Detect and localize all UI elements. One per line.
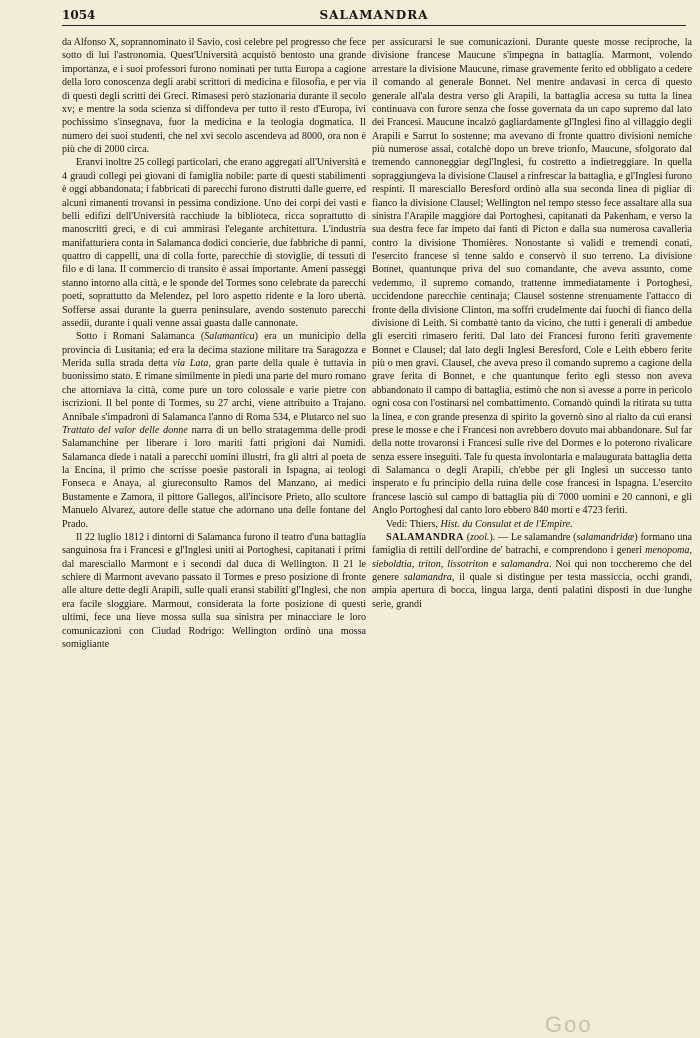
entry-title: SALAMANDRA <box>386 531 464 543</box>
italic-term: via Lata <box>172 358 209 369</box>
paragraph: per assicurarsi le sue comunicazioni. Durante queste mosse reciproche, la divisione francese Maucune s'impegna in battaglia. Marmont, volendo arrestare la divisione Maucune, rimase gravemente ferito ed obbligato a cedere il comando al generale Bonnet. Nel mentre andavasi in cerca di questo generale all'ala destra verso gli Arapili, la battaglia accesa su tutta la linea continuava con furore senza che fosse governata da un capo supremo dal lato dei Francesi. Maucune incalzò gagliardamente gl'Inglesi fino al villaggio degli Arapili e Sarrut lo sostenne; ma avevano di fronte quattro divisioni nemiche più numerose assai, cotalchè dopo un breve trionfo, Maucune, sfolgorato dal tremendo cannoneggiar degl'Inglesi, fu costretto a indietreggiare. In quella sopraggiungeva la divisione Clausel a rinfrescar la battaglia, e gl'Inglesi furono respinti. Il maresciallo Beresford ordinò alla sua seconda linea di pigliar di fianco la divisione Clausel; Wellington nel tempo stesso fece assaltare alla sua sinistra l'Arapile maggiore dai Portoghesi, capitanati da Pakenham, e verso la sua destra fece far impeto dai fanti di Picton e dalla sua numerosa cavalleria contro la divisione Thomières. Nonostante sì validi e tremendi conati, l'esercito francese si tenne saldo e conservò il suo terreno. La divisione Bonnet, quantunque priva del suo comandante, che aveva assunto, come vedemmo, il supremo comando, trattenne immediatamente i Portoghesi, uccidendone parecchie centinaja; Clausel sostenne strenuamente l'attacco di fronte della divisione Clinton, ma soffrì crudelmente dai fuochi di fianco della divisione di Leith. Si combattè tanto da vicino, che tutti i generali di ambedue gli eserciti rimasero feriti. Dal lato dei Francesi furono feriti gravemente Bonnet e Clausel; dal lato degli Inglesi Beresford, Cole e Leith ebbero ferite più o men gravi. Clausel, che aveva preso il comando supremo a cagione della grave ferita di Bonnet, e che quantunque ferito egli stesso non aveva abbandonato il campo di battaglia, estimò che non si avesse a porre in pericolo ogni cosa con l'ostinarsi nel combattimento. Comandò quindi la ritirata su tutta la linea, e con grande presenza di spirito la governò sino al rialto da cui eransi prese le mosse e che i Francesi non avrebbero dovuto mai abbandonare. Sul far della notte trovaronsi i Francesi sulle rive del Dormes e lo poterono rivalicare senza essere inseguiti. Tale fu questa involontaria e malaugurata battaglia detta di Salamanca o degli Arapili, ch'ebbe per gli Inglesi un successo tanto insperato e fu principio della ruina delle cose francesi in Ispagna. L'esercito francese lasciò sul campo di battaglia più di 7000 uomini e 20 cannoni, e gli Anglo Portoghesi dal canto loro ebbero 840 morti e 4723 feriti. <box>372 37 692 517</box>
page-number: 1054 <box>62 8 96 22</box>
paragraph: da Alfonso X, soprannominato il Savio, così celebre pel progresso che fece sotto di lui l'astronomia. Quest'Università acquistò bentosto una grande importanza, e i suoi professori furono nominati per tutta Europa a cagione della loro conoscenza degli arabi scrittori di medicina e filosofia, e per via di questi degli scritti dei Greci. Rimasesi però stazionaria durante il secolo xv; e mentre la soda scienza si diffondeva per tutto il resto d'Europa, ivi pochissimo s'insegnava, fuor la medicina e la teologia dogmatica. Il numero dei suoi studenti, che nel xvi secolo ascendeva ad 8000, ora non è più che di 2000 circa. <box>62 37 366 155</box>
italic-term: Salamantica <box>204 331 255 343</box>
paragraph: Sotto i Romani Salamanca (Salamantica) era un municipio della provincia di Lusitania; ed era la decima stazione militare tra Saragozza e Merida sulla strada detta via Lata, gran parte della quale è tuttavia in buonissimo stato. E rimane similmente in piedi una parte del muro romano che attorniava la città, come pure un toro colossale e varie pietre con iscrizioni. Il bel ponte di Tormes, su 27 archi, viene attribuito a Trajano. Annibale s'impadronì di Salamanca l'anno di Roma 534, e Plutarco nel suo Trattato del valor delle donne narra di un bello stratagemma delle prodi Salamanchine per liberare i loro mariti fatti prigioni dai Numidi. Salamanca diede i natali a parecchi uomini illustri, fra gli altri al poeta de la Encina, il primo che scrisse poesie pastorali in Ispagna, ai teologi Fonseca e Anaya, al giureconsulto Ramos del Manzano, ai medici Bustamente e Zamora, il pittore Gallegos, all'incisore Prieto, allo scultore Manuelo Alvarez, autore delle statue che adornano una delle fontane del Prado. <box>62 331 367 530</box>
running-title: SALAMANDRA <box>319 8 429 22</box>
page-header <box>62 7 686 26</box>
right-column <box>372 36 692 611</box>
book-title: Hist. du Consulat et de l'Empire. <box>440 518 573 530</box>
paragraph: Eranvi inoltre 25 collegi particolari, che erano aggregati all'Università e 4 graudi collegi pei giovani di famiglia nobile: parte di questi stabilimenti è oggi abbandonata; i fabbricati di parecchi furono distrutti dalle guerre, ed alcuni rimanenti trovansi in pessima condizione. Uno dei corpi dei vasti e belli edifizi dell'Università racchiude la biblioteca, ricca soprattutto di manoscritti greci, e di cui ammirasi l'elegante architettura. L'industria manifatturiera conta in Salamanca dodici concierie, due fabbriche di panni, quattro di cappelli, una di colla forte, parecchie di stoviglie, di tessuti di filo e di lana. Il commercio di transito è assai importante. Ameni passeggi stanno intorno alla città, e le sponde del Tormes sono celebrate da parecchi poeti, soprattutto da Melendez, pel loro aspetto ridente e la loro ubertà. Sofferse assai durante la guerra peninsulare, avendo sostenuto parecchi assedii, durante i quali venne assai guasta dalle cannonate. <box>62 157 366 329</box>
entry-salamandra: SALAMANDRA (zool.). — Le salamandre (salamandridæ) formano una famiglia di rettili dell'ordine de' batrachi, e comprendono i generi menopoma, sieboldtia, triton, lissotriton e salamandra. Noi qui non toccheremo che del genere salamandra, il quale si distingue per testa massiccia, occhi grandi, ampia apertura di bocca, lingua larga, denti palatini disposti in due lunghe serie, grandi <box>372 531 693 610</box>
book-title: Trattato del valor delle donne <box>62 424 188 436</box>
watermark-logo: G​o​o <box>545 1012 593 1037</box>
reference: Vedi: Thiers, Hist. du Consulat et de l'Empire. <box>386 518 573 530</box>
paragraph: Il 22 luglio 1812 i dintorni di Salamanca furono il teatro d'una battaglia sanguinosa fra i Francesi e gl'Inglesi uniti ai Portoghesi, capitanati i primi dal maresciallo Marmont e i secondi dal duca di Wellington. Il 21 le schiere di Marmont avevano passato il Tormes e preso posizione di fronte alle alture dette degli Arapili, sulle quali eransi stabiliti gl'Inglesi, che non era facile sloggiare. Marmout, considerata la forte posizione di questi ultimi, fece una lieve mossa sulla sua sinistra per minacciare le loro comunicazioni con Ciudad Rodrigo: Wellington ordinò una mossa somigliante <box>62 531 366 650</box>
left-column <box>62 36 366 651</box>
